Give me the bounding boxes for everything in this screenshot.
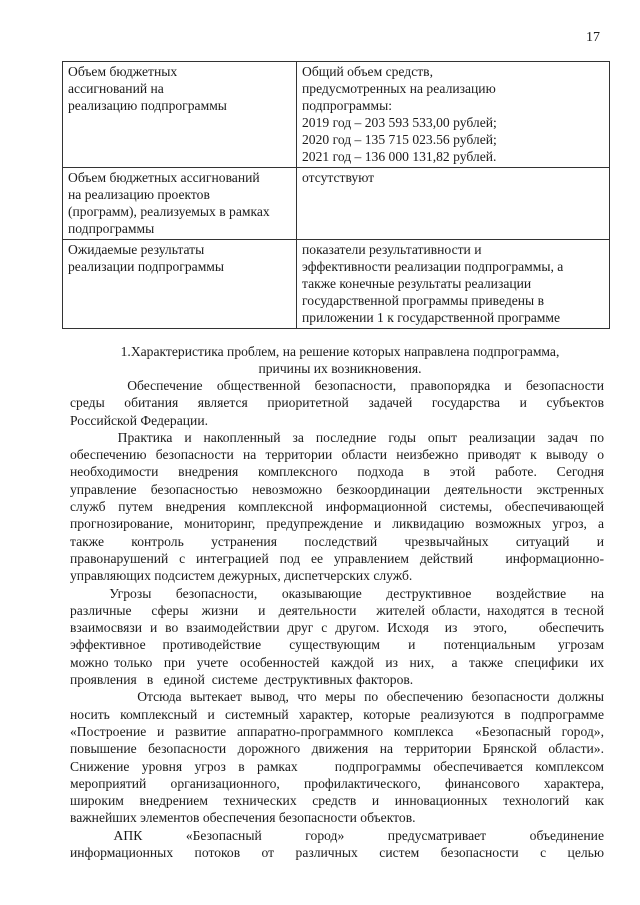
text-line: Угрозы безопасности, оказывающие деструктивное воздействие на <box>70 585 604 601</box>
text-line: среды обитания является приоритетной задачей государства и субъектов <box>70 395 604 411</box>
table-cell-label <box>63 240 297 329</box>
text-line: повышение безопасности дорожного движения на территории Брянской области». <box>70 741 604 757</box>
text-line: Снижение уровня угроз в рамках подпрограммы обеспечивается комплексом <box>70 758 604 774</box>
table-cell-value <box>297 240 610 329</box>
cell-text-line: подпрограммы <box>68 221 155 236</box>
cell-text-line: 2021 год – 136 000 131,82 рублей. <box>302 149 497 164</box>
text-line: мероприятий организационного, профилактического, финансового характера, <box>70 775 604 791</box>
cell-text-line: также конечные результаты реализации <box>302 276 532 291</box>
cell-text-line: 2019 год – 203 593 533,00 рублей; <box>302 115 497 130</box>
paragraph <box>70 585 604 689</box>
paragraph <box>70 377 604 429</box>
cell-text-line: приложении 1 к государственной программе <box>302 310 561 325</box>
text-line: служб путем внедрения комплексной информационной системы, обеспечивающей <box>70 499 604 515</box>
paragraph <box>70 688 604 826</box>
text-line: взаимосвязи и во взаимодействии друг с другом. Исходя из этого, обеспечить <box>70 620 604 636</box>
text-line: Отсюда вытекает вывод, что меры по обеспечению безопасности должны <box>70 689 604 705</box>
text-line: широким внедрением технических средств и инновационных технологий как <box>70 793 604 809</box>
text-line: управление безопасностью невозможно безкоординации деятельности экстренных <box>70 481 604 497</box>
text-line: необходимости внедрения комплексного подхода в этой работе. Сегодня <box>70 464 604 480</box>
table-row <box>63 168 610 240</box>
table-row <box>63 240 610 329</box>
text-line: Практика и накопленный за последние годы опыт реализации задач по <box>70 429 604 445</box>
cell-text-line: ассигнований на <box>68 81 164 96</box>
section-heading-line: причины их возникновения. <box>258 361 422 377</box>
table-row <box>63 62 610 168</box>
cell-text-line: Объем бюджетных <box>68 64 178 79</box>
text-line: управляющих подсистем дежурных, диспетчерских служб. <box>70 568 413 584</box>
text-line: можно только при учете особенностей каждой из них, а также специфики их <box>70 654 604 670</box>
text-line: Обеспечение общественной безопасности, правопорядка и безопасности <box>70 378 604 393</box>
text-line: проявления в единой системе деструктивных факторов. <box>70 672 414 688</box>
table-cell-label <box>63 168 297 240</box>
budget-info-table <box>62 61 610 329</box>
table-cell-label <box>63 62 297 168</box>
cell-text-line: Объем бюджетных ассигнований <box>68 170 260 185</box>
table-cell-value <box>297 62 610 168</box>
cell-text-line: отсутствуют <box>302 170 375 185</box>
text-line: АПК «Безопасный город» предусматривает объединение <box>70 827 604 843</box>
cell-text-line: на реализацию проектов <box>68 187 210 202</box>
text-line: Российской Федерации. <box>70 412 208 428</box>
cell-text-line: Ожидаемые результаты <box>68 242 205 257</box>
cell-text-line: показатели результативности и <box>302 242 482 257</box>
paragraph <box>70 827 604 862</box>
text-line: информационных потоков от различных систем безопасности с целью <box>70 845 604 861</box>
section-heading-line: 1.Характеристика проблем, на решение которых направлена подпрограмма, <box>120 344 560 359</box>
text-line: правонарушений с интеграцией под ее управлением действий информационно- <box>70 550 604 566</box>
cell-text-line: реализацию подпрограммы <box>68 98 227 113</box>
text-line: различные сферы жизни и деятельности жителей области, находятся в тесной <box>70 602 604 618</box>
text-line: прогнозирование, мониторинг, предупреждение и ликвидацию возможных угроз, а <box>70 516 604 532</box>
text-line: важнейших элементов обеспечения безопасности объектов. <box>70 810 416 826</box>
cell-text-line: подпрограммы: <box>302 98 392 113</box>
cell-text-line: 2020 год – 135 715 023.56 рублей; <box>302 132 497 147</box>
text-line: эффективное противодействие существующим и потенциальным угрозам <box>70 637 604 653</box>
cell-text-line: государственной программы приведены в <box>302 293 545 308</box>
text-line: обеспечению безопасности на территории области неизбежно приводят к выводу о <box>70 447 604 463</box>
text-line: «Построение и развитие аппаратно-программного комплекса «Безопасный город», <box>70 723 604 739</box>
text-line: носить комплексный и системный характер, которые реализуются в подпрограмме <box>70 706 604 722</box>
cell-text-line: реализации подпрограммы <box>68 259 225 274</box>
cell-text-line: Общий объем средств, <box>302 64 433 79</box>
section-body <box>70 377 604 861</box>
cell-text-line: (программ), реализуемых в рамках <box>68 204 270 219</box>
section-heading <box>70 343 610 378</box>
table-cell-value <box>297 168 610 240</box>
page-number: 17 <box>586 30 600 45</box>
text-line: также контроль устранения последствий чрезвычайных ситуаций и <box>70 533 604 549</box>
cell-text-line: предусмотренных на реализацию <box>302 81 496 96</box>
cell-text-line: эффективности реализации подпрограммы, а <box>302 259 564 274</box>
paragraph <box>70 429 604 585</box>
